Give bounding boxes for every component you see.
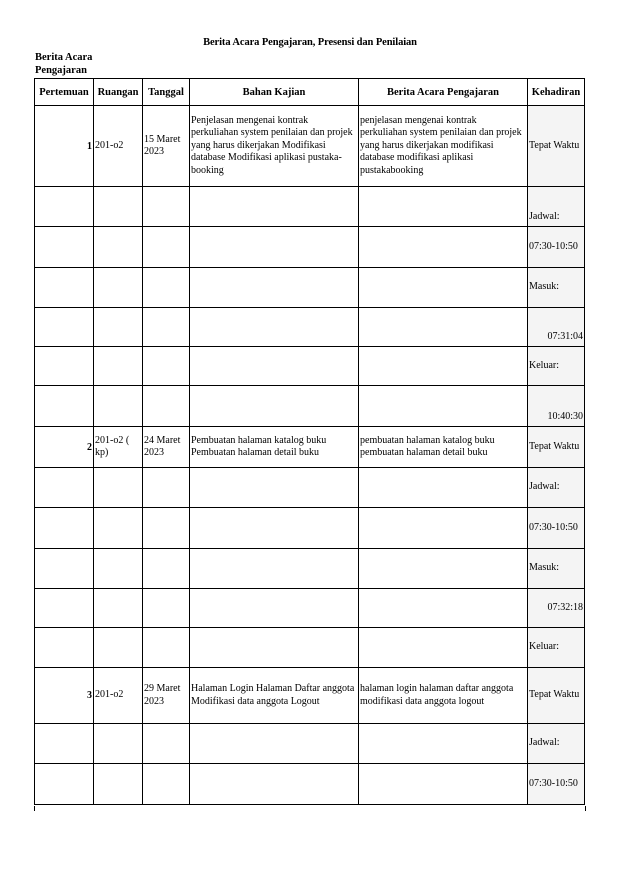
table-row — [35, 628, 585, 668]
header-pertemuan: Pertemuan — [35, 79, 94, 106]
table-row — [35, 724, 585, 764]
pertemuan-cell: 1 — [35, 106, 94, 187]
tanggal-cell: 24 Maret 2023 — [143, 427, 190, 468]
table-continuation-edge — [34, 806, 586, 811]
table-row — [35, 106, 585, 187]
pertemuan-cell: 2 — [35, 427, 94, 468]
table-row — [35, 268, 585, 308]
masuk-label: Masuk: — [528, 268, 585, 308]
header-ruangan: Ruangan — [94, 79, 143, 106]
bahan-kajian-cell: Halaman Login Halaman Daftar anggota Modifikasi data anggota Logout — [190, 668, 359, 724]
berita-acara-cell: pembuatan halaman katalog buku pembuatan halaman detail buku — [359, 427, 528, 468]
tanggal-cell: 15 Maret 2023 — [143, 106, 190, 187]
table-row — [35, 386, 585, 427]
jadwal-label: Jadwal: — [528, 187, 585, 227]
berita-acara-cell: penjelasan mengenai kontrak perkuliahan system penilaian dan projek yang harus dikerjakan modifikasi database modifikasi aplikasi pustakabooking — [359, 106, 528, 187]
kehadiran-cell: Tepat Waktu — [528, 668, 585, 724]
table-row — [35, 187, 585, 227]
tanggal-cell: 29 Maret 2023 — [143, 668, 190, 724]
keluar-value: 10:40:30 — [528, 386, 585, 427]
table-header-row — [35, 79, 585, 106]
header-bahan-kajian: Bahan Kajian — [190, 79, 359, 106]
ruangan-cell: 201-o2 — [94, 668, 143, 724]
section-title: Berita Acara Pengajaran — [35, 52, 93, 76]
jadwal-value: 07:30-10:50 — [528, 227, 585, 268]
berita-acara-cell: halaman login halaman daftar anggota modifikasi data anggota logout — [359, 668, 528, 724]
masuk-value: 07:32:18 — [528, 589, 585, 628]
kehadiran-cell: Tepat Waktu — [528, 427, 585, 468]
header-tanggal: Tanggal — [143, 79, 190, 106]
kehadiran-cell: Tepat Waktu — [528, 106, 585, 187]
keluar-label: Keluar: — [528, 628, 585, 668]
keluar-label: Keluar: — [528, 347, 585, 386]
document-title: Berita Acara Pengajaran, Presensi dan Penilaian — [203, 37, 417, 48]
table-row — [35, 308, 585, 347]
ruangan-cell: 201-o2 ( kp) — [94, 427, 143, 468]
jadwal-value: 07:30-10:50 — [528, 508, 585, 549]
jadwal-label: Jadwal: — [528, 724, 585, 764]
masuk-value: 07:31:04 — [528, 308, 585, 347]
header-kehadiran: Kehadiran — [528, 79, 585, 106]
table-row — [35, 227, 585, 268]
bahan-kajian-cell: Penjelasan mengenai kontrak perkuliahan system penilaian dan projek yang harus dikerjakan Modifikasi database Modifikasi aplikasi pustaka-booking — [190, 106, 359, 187]
table-row — [35, 468, 585, 508]
table-row — [35, 764, 585, 805]
header-berita-acara: Berita Acara Pengajaran — [359, 79, 528, 106]
jadwal-label: Jadwal: — [528, 468, 585, 508]
table-row — [35, 668, 585, 724]
table-row — [35, 589, 585, 628]
ruangan-cell: 201-o2 — [94, 106, 143, 187]
attendance-table — [34, 78, 585, 805]
table-row — [35, 508, 585, 549]
jadwal-value: 07:30-10:50 — [528, 764, 585, 805]
table-row — [35, 347, 585, 386]
table-row — [35, 549, 585, 589]
masuk-label: Masuk: — [528, 549, 585, 589]
bahan-kajian-cell: Pembuatan halaman katalog buku Pembuatan halaman detail buku — [190, 427, 359, 468]
table-row — [35, 427, 585, 468]
pertemuan-cell: 3 — [35, 668, 94, 724]
